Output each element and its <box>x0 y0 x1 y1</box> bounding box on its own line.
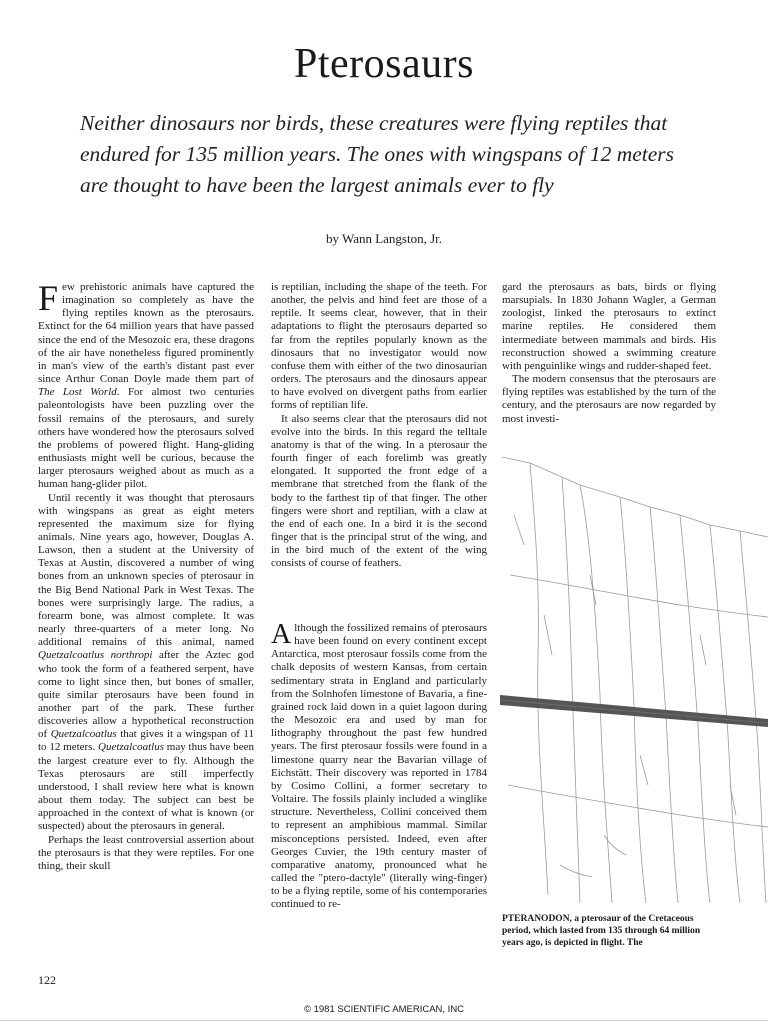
cliff-illustration-icon <box>500 455 768 905</box>
figure-caption: PTERANODON, a pterosaur of the Cretaceous period, which lasted from 135 through 64 million years ago, is depicted in flight. The <box>502 914 701 948</box>
paragraph: gard the pterosaurs as bats, birds or flying marsupials. In 1830 Johann Wagler, a German zoologist, linked the pterosaurs to extinct marine reptiles. He considered them intermediate between mammals and birds. His reconstruction showed a swimming creature with penguinlike wings and rudder-shaped feet. <box>502 281 716 372</box>
paragraph <box>271 619 487 911</box>
paragraph: The modern consensus that the pterosaurs are flying reptiles was established by the turn of the century, and the pterosaurs are now regarded by most investi- <box>502 373 716 425</box>
text-run: may thus have been the largest creature ever to fly. Although the Texas pterosaurs are still imperfectly understood, I shall review here what is known about them today. The subject can best be approached in the context of what is known (or suspected) about the pterosaurs in general. <box>38 741 254 833</box>
species-name: Quetzalcoatlus northropi <box>38 649 153 662</box>
text-run: lthough the fossilized remains of pterosaurs have been found on every continent except Antarctica, most pterosaur fossils come from the chalk deposits of western Kansas, from certain sedimentary strata in England and particularly from the Solnhofen limestone of Bavaria, a fine-grained rock laid down in a quiet lagoon during the Mesozoic era and used by man for lithography throughout the past few hundred years. The first pterosaur fossils were found in a limestone quarry near the Bavarian village of Eichstätt. Their discovery was reported in 1784 by Cosimo Collini, a former secretary to Voltaire. The fossils plainly included a winglike structure. Nevertheless, Collini conceived them to represent an amphibious mammal. Similar misconceptions persisted. Indeed, even after Georges Cuvier, the 19th century master of comparative anatomy, pronounced what he called the "ptero-dactyle" (literally wing-finger) to be a flying reptile, some of his contemporaries continued to re- <box>271 622 487 911</box>
paragraph <box>38 278 254 492</box>
page-number: 122 <box>38 973 56 987</box>
paragraph: is reptilian, including the shape of the teeth. For another, the pelvis and hind feet are those of a reptile. It seems clear, however, that in their adaptations to flight the pterosaurs departed so far from the reptiles popularly known as the dinosaurs that no investigator would now confuse them with either of the two dinosaurian orders. The pterosaurs and the dinosaurs appear to have evolved on divergent paths from earlier forms of reptilian life. <box>271 281 487 412</box>
drop-cap: A <box>271 619 292 650</box>
column-2-section <box>271 619 487 911</box>
footer-divider <box>0 1020 768 1021</box>
article-title: Pterosaurs <box>294 41 474 87</box>
text-run: ew prehistoric animals have captured the imagination so completely as have the flying reptiles known as the pterosaurs. Extinct for the 64 million years that have passed since the end of the Mesozoic era, these dragons of the air have nonetheless figured prominently in man's view of the earth's distant past ever since Arthur Conan Doyle made them part of <box>38 281 254 386</box>
paragraph: It also seems clear that the pterosaurs did not evolve into the birds. In this regard the telltale anatomy is that of the wing. In a pterosaur the fourth finger of each forelimb was greatly elongated. It supported the front edge of a membrane that stretched from the flank of the body to the farthest tip of that finger. The other fingers were short and reptilian, with a claw at the end of each one. In a bird it is the second finger that is the principal strut of the wing, and in the bird much of the extent of the wing consists of course of feathers. <box>271 412 487 570</box>
text-run: Until recently it was thought that pterosaurs with wingspans as great as eight meters represented the maximum size for flying animals. Nine years ago, however, Douglas A. Lawson, then a student at the University of Texas at Austin, discovered a number of wing bones from an unknown species of pterosaur in the Big Bend National Park in West Texas. The bones were surprisingly large. The radius, a forearm bone, was almost complete. It was nearly three-quarters of a meter long. No additional remains of this animal, named <box>38 491 254 649</box>
text-run: after the Aztec god who took the form of a feathered serpent, have come to light since then, but bones of smaller, quite similar pterosaurs have been found in another part of the park. These further discoveries allow a hypothetical reconstruction of <box>38 649 254 741</box>
genus-name: Quetzalcoatlus <box>98 741 165 754</box>
book-title: The Lost World <box>38 386 117 399</box>
column-1 <box>38 278 254 873</box>
column-2 <box>271 281 487 570</box>
text-run: that gives it a wingspan of 11 to 12 meters. <box>38 728 254 754</box>
paragraph <box>38 492 254 834</box>
genus-name: Quetzalcoatlus <box>50 728 117 741</box>
article-deck: Neither dinosaurs nor birds, these creatures were flying reptiles that endured for 135 million years. The ones with wingspans of 12 meters are thought to have been the largest animals ever to fly <box>80 111 675 197</box>
copyright-footer: © 1981 SCIENTIFIC AMERICAN, INC <box>303 1004 465 1015</box>
drop-cap: F <box>38 278 59 318</box>
pteranodon-illustration <box>500 455 768 905</box>
paragraph: Perhaps the least controversial assertion about the pterosaurs is that they were reptiles. For one thing, their skull <box>38 833 254 872</box>
column-3 <box>502 281 716 426</box>
text-run: . For almost two centuries paleontologists have been puzzling over the fossil remains of the pterosaurs, and surely others have wondered how the pterosaurs solved the problems of powered flight. Hang-gliding enthusiasts might well be curious, because the larger pterosaurs weighed about as much as a human hang-glider pilot. <box>38 386 254 491</box>
byline: by Wann Langston, Jr. <box>325 231 443 246</box>
